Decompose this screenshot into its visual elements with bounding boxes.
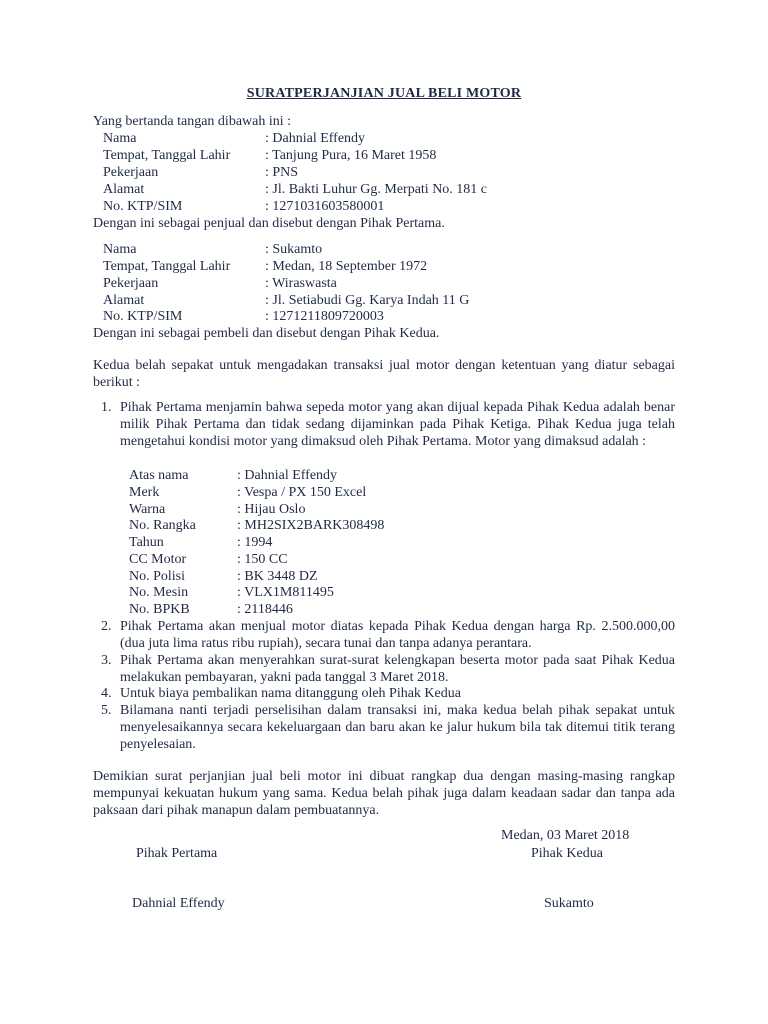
seller-note: Dengan ini sebagai penjual dan disebut dengan Pihak Pertama. xyxy=(93,216,445,231)
term-text: Pihak Pertama akan menjual motor diatas kepada Pihak Kedua dengan harga Rp. 2.500.000,00 (dua juta lima ratus ribu rupiah), secara tunai dan tanpa adanya perantara. xyxy=(120,619,675,651)
term-number: 3. xyxy=(101,653,112,668)
agreement-intro: Kedua belah sepakat untuk mengadakan transaksi jual motor dengan ketentuan yang diatur sebagai berikut : xyxy=(93,358,675,390)
document-title: SURATPERJANJIAN JUAL BELI MOTOR xyxy=(246,86,522,101)
signature-name-left: Dahnial Effendy xyxy=(132,896,225,911)
signature-name-right: Sukamto xyxy=(544,896,594,911)
term-text: Pihak Pertama menjamin bahwa sepeda motor yang akan dijual kepada Pihak Kedua adalah benar milik Pihak Pertama dan tidak sedang dijaminkan pada Pihak Ketiga. Pihak Kedua juga telah mengetahui kondisi motor yang dimaksud oleh Pihak Pertama. Motor yang dimaksud adalah : xyxy=(120,400,675,449)
place-date: Medan, 03 Maret 2018 xyxy=(501,828,630,843)
term-number: 1. xyxy=(101,400,112,415)
document-page: SURATPERJANJIAN JUAL BELI MOTOR Yang bertanda tangan dibawah ini : Nama : Dahnial Effendy Tempat, Tanggal Lahir : Tanjung Pura, 16 Maret 1958 Pekerjaan : PNS Alamat : Jl. Bakti Luhur Gg. Merpati No. 181 c No. KTP/SIM : 1271031603580001 Dengan ini sebagai penjual dan disebut dengan Pihak Pertama. Nama : Sukamto Tempat, Tanggal Lahir : Medan, 18 September 1972 Pekerjaan : Wiraswasta Alamat : Jl. Setiabudi Gg. Karya Indah 11 G No. KTP/SIM : 1271211809720003 Dengan ini sebagai pembeli dan disebut dengan Pihak Kedua. Kedua belah sepakat untuk mengadakan transaksi jual motor dengan ketentuan yang diatur sebagai berikut : 1. Pihak Pertama menjamin bahwa sepeda motor yang akan dijual kepada Pihak Kedua adalah benar milik Pihak Pertama dan tidak sedang dijaminkan pada Pihak Ketiga. Pihak Kedua juga telah mengetahui kondisi motor yang dimaksud oleh Pihak Pertama. Motor yang dimaksud adalah : Atas nama : Dahnial Effendy Merk : Vespa / PX 150 Excel Warna : Hijau Oslo No. Rangka : MH2SIX2BARK308498 Tahun : 1994 CC Motor : 150 CC No. Polisi : BK 3448 DZ No. Mesin : VLX1M811495 No. BPKB : 2118446 2. Pihak Pertama akan menjual motor diatas kepada Pihak Kedua dengan harga Rp. 2.500.000,00 (dua juta lima ratus ribu rupiah), secara tunai dan tanpa adanya perantara. 3. Pihak Pertama akan menyerahkan surat-surat kelengkapan beserta motor pada saat Pihak Kedua melakukan pembayaran, yakni pada tanggal 3 Maret 2018. 4. Untuk biaya pembalikan nama ditanggung oleh Pihak Kedua 5. Bilamana nanti terjadi perselisihan dalam transaksi ini, maka kedua belah pihak sepakat untuk menyelesaikannya secara kekeluargaan dan baru akan ke jalur hukum bila tak ditemui titik terang penyelesaian. Demikian surat perjanjian jual beli motor ini dibuat rangkap dua dengan masing-masing rangkap mempunyai kekuatan hukum yang sama. Kedua belah pihak juga dalam keadaan sadar dan tanpa ada paksaan dari pihak manapun dalam pembuatannya. Medan, 03 Maret 2018 Pihak Pertama Pihak Kedua Dahnial Effendy Sukamto xyxy=(0,0,768,1024)
term-number: 5. xyxy=(101,703,112,718)
term-number: 4. xyxy=(101,686,112,701)
signature-role-right: Pihak Kedua xyxy=(531,846,603,861)
term-text: Pihak Pertama akan menyerahkan surat-surat kelengkapan beserta motor pada saat Pihak Kedua melakukan pembayaran, yakni pada tanggal 3 Maret 2018. xyxy=(120,653,675,685)
closing-paragraph: Demikian surat perjanjian jual beli motor ini dibuat rangkap dua dengan masing-masing rangkap mempunyai kekuatan hukum yang sama. Kedua belah pihak juga dalam keadaan sadar dan tanpa ada paksaan dari pihak manapun dalam pembuatannya. xyxy=(93,769,675,818)
term-text: Untuk biaya pembalikan nama ditanggung oleh Pihak Kedua xyxy=(120,686,461,701)
signature-role-left: Pihak Pertama xyxy=(136,846,218,861)
intro-text: Yang bertanda tangan dibawah ini : xyxy=(93,114,292,129)
term-number: 2. xyxy=(101,619,112,634)
term-text: Bilamana nanti terjadi perselisihan dalam transaksi ini, maka kedua belah pihak sepakat untuk menyelesaikannya secara kekeluargaan dan baru akan ke jalur hukum bila tak ditemui titik terang penyelesaian. xyxy=(120,703,675,752)
buyer-note: Dengan ini sebagai pembeli dan disebut dengan Pihak Kedua. xyxy=(93,326,440,341)
